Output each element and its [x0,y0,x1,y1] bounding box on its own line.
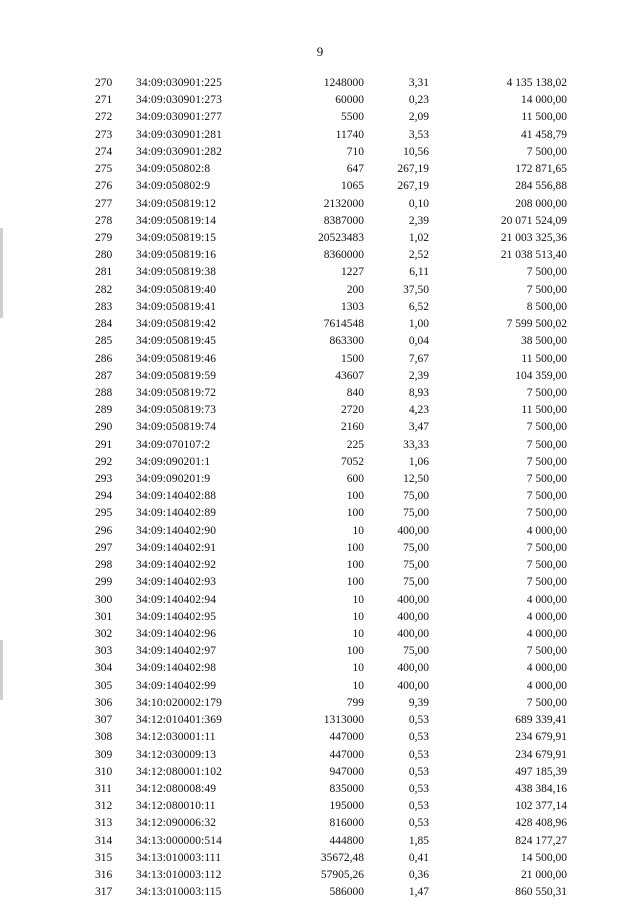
sum-value: 11 500,00 [521,404,567,417]
rate-value: 37,50 [403,283,429,296]
cadastral-number: 34:09:140402:95 [136,610,217,623]
area-value: 43607 [335,369,364,382]
cadastral-number: 34:13:010003:112 [136,869,222,882]
cadastral-number: 34:09:140402:90 [136,524,217,537]
sum-value: 7 500,00 [526,696,567,709]
rate-value: 1,00 [408,318,429,331]
area-value: 100 [346,645,364,658]
sum-value: 20 071 524,09 [500,214,567,227]
rate-value: 2,52 [408,249,429,262]
rate-value: 267,19 [397,163,429,176]
area-value: 1303 [341,300,364,313]
rate-value: 0,04 [408,335,429,348]
cadastral-number: 34:09:140402:99 [136,679,217,692]
area-value: 100 [346,541,364,554]
area-value: 2160 [341,421,364,434]
row-number: 307 [95,714,113,727]
rate-value: 400,00 [397,679,429,692]
row-number: 283 [95,300,113,313]
cadastral-number: 34:09:050819:42 [136,318,217,331]
area-value: 1248000 [323,77,364,89]
rate-value: 2,09 [408,111,429,124]
row-number: 273 [95,128,113,141]
rate-value: 1,47 [408,886,429,899]
table-row [0,643,640,660]
row-number: 282 [95,283,113,296]
rate-value: 0,41 [408,851,429,864]
rate-value: 2,39 [408,369,429,382]
cadastral-number: 34:09:030901:273 [136,94,222,107]
area-value: 799 [346,696,364,709]
table-row [0,144,640,161]
sum-value: 4 000,00 [526,524,567,537]
sum-value: 4 000,00 [526,593,567,606]
sum-value: 284 556,88 [515,180,567,193]
cadastral-number: 34:09:140402:92 [136,559,217,572]
rate-value: 0,53 [408,800,429,813]
rate-value: 0,10 [408,197,429,210]
area-value: 835000 [329,782,364,795]
table-row [0,161,640,178]
table-row [0,109,640,126]
sum-value: 7 500,00 [526,490,567,503]
row-number: 299 [95,576,113,589]
table-row [0,264,640,281]
sum-value: 4 000,00 [526,628,567,640]
row-number: 275 [95,163,113,176]
sum-value: 4 000,00 [526,662,567,675]
table-row [0,557,640,574]
area-value: 1227 [341,266,364,279]
row-number: 315 [95,851,113,864]
cadastral-number: 34:09:090201:1 [136,455,211,468]
cadastral-number: 34:09:050819:74 [136,421,217,434]
row-number: 301 [95,610,113,623]
table-row [0,712,640,729]
table-row [0,884,640,901]
table-row [0,850,640,867]
row-number: 317 [95,886,113,899]
row-number: 281 [95,266,113,279]
table-row [0,454,640,471]
area-value: 947000 [329,765,364,778]
rate-value: 75,00 [403,576,429,589]
table-row [0,282,640,299]
cadastral-number: 34:09:030901:225 [136,77,222,89]
sum-value: 4 000,00 [526,610,567,623]
sum-value: 7 500,00 [526,386,567,399]
row-number: 276 [95,180,113,193]
table-row [0,471,640,488]
table-row [0,333,640,350]
rate-value: 75,00 [403,645,429,658]
row-number: 279 [95,231,113,244]
rate-value: 400,00 [397,610,429,623]
row-number: 316 [95,869,113,882]
table-row [0,230,640,247]
sum-value: 8 500,00 [526,300,567,313]
sum-value: 7 500,00 [526,507,567,520]
row-number: 277 [95,197,113,210]
area-value: 444800 [329,834,364,847]
rate-value: 400,00 [397,524,429,537]
row-number: 278 [95,214,113,227]
row-number: 314 [95,834,113,847]
sum-value: 21 000,00 [521,869,567,882]
data-table [0,75,640,902]
cadastral-number: 34:09:050819:45 [136,335,217,348]
area-value: 10 [352,628,364,640]
table-row [0,729,640,746]
sum-value: 824 177,27 [515,834,567,847]
sum-value: 7 500,00 [526,145,567,158]
row-number: 298 [95,559,113,572]
row-number: 303 [95,645,113,658]
area-value: 11740 [335,128,364,141]
area-value: 10 [352,679,364,692]
sum-value: 428 408,96 [515,817,567,830]
rate-value: 2,39 [408,214,429,227]
rate-value: 1,02 [408,231,429,244]
cadastral-number: 34:09:050819:72 [136,386,217,399]
sum-value: 4 000,00 [526,679,567,692]
area-value: 10 [352,610,364,623]
sum-value: 438 384,16 [515,782,567,795]
sum-value: 7 500,00 [526,645,567,658]
rate-value: 0,53 [408,731,429,744]
cadastral-number: 34:13:010003:111 [136,851,222,864]
rate-value: 7,67 [408,352,429,365]
area-value: 100 [346,559,364,572]
cadastral-number: 34:09:140402:89 [136,507,217,520]
cadastral-number: 34:12:080001:102 [136,765,222,778]
row-number: 304 [95,662,113,675]
table-row [0,299,640,316]
rate-value: 400,00 [397,662,429,675]
area-value: 60000 [335,94,364,107]
row-number: 285 [95,335,113,348]
area-value: 840 [346,386,364,399]
area-value: 447000 [329,748,364,761]
sum-value: 208 000,00 [515,197,567,210]
cadastral-number: 34:09:140402:97 [136,645,217,658]
rate-value: 400,00 [397,628,429,640]
sum-value: 38 500,00 [521,335,567,348]
sum-value: 860 550,31 [515,886,567,899]
cadastral-number: 34:09:140402:93 [136,576,217,589]
area-value: 57905,26 [320,869,364,882]
sum-value: 14 000,00 [521,94,567,107]
table-row [0,385,640,402]
row-number: 286 [95,352,113,365]
row-number: 308 [95,731,113,744]
row-number: 284 [95,318,113,331]
cadastral-number: 34:09:050819:16 [136,249,217,262]
area-value: 586000 [329,886,364,899]
area-value: 10 [352,593,364,606]
rate-value: 0,23 [408,94,429,107]
row-number: 272 [95,111,113,124]
rate-value: 0,53 [408,765,429,778]
cadastral-number: 34:12:030009:13 [136,748,217,761]
area-value: 1065 [341,180,364,193]
row-number: 296 [95,524,113,537]
cadastral-number: 34:09:030901:282 [136,145,222,158]
row-number: 306 [95,696,113,709]
table-row [0,419,640,436]
area-value: 225 [346,438,364,451]
cadastral-number: 34:09:050819:38 [136,266,217,279]
row-number: 293 [95,473,113,486]
row-number: 289 [95,404,113,417]
area-value: 2720 [341,404,364,417]
rate-value: 0,53 [408,748,429,761]
row-number: 310 [95,765,113,778]
row-number: 280 [95,249,113,262]
table-row [0,798,640,815]
cadastral-number: 34:13:010003:115 [136,886,222,899]
rate-value: 0,53 [408,782,429,795]
cadastral-number: 34:09:030901:277 [136,111,222,124]
cadastral-number: 34:09:090201:9 [136,473,211,486]
rate-value: 400,00 [397,593,429,606]
cadastral-number: 34:09:050802:9 [136,180,211,193]
table-row [0,574,640,591]
row-number: 287 [95,369,113,382]
area-value: 1500 [341,352,364,365]
area-value: 816000 [329,817,364,830]
cadastral-number: 34:09:140402:96 [136,628,217,640]
rate-value: 3,47 [408,421,429,434]
cadastral-number: 34:09:070107:2 [136,438,211,451]
sum-value: 7 500,00 [526,266,567,279]
row-number: 270 [95,77,113,89]
table-row [0,764,640,781]
sum-value: 7 500,00 [526,559,567,572]
row-number: 288 [95,386,113,399]
area-value: 8360000 [323,249,364,262]
area-value: 863300 [329,335,364,348]
rate-value: 10,56 [403,145,429,158]
cadastral-number: 34:12:080008:49 [136,782,217,795]
row-number: 300 [95,593,113,606]
sum-value: 14 500,00 [521,851,567,864]
area-value: 10 [352,662,364,675]
area-value: 200 [346,283,364,296]
sum-value: 11 500,00 [521,111,567,124]
rate-value: 6,52 [408,300,429,313]
table-row [0,695,640,712]
rate-value: 3,53 [408,128,429,141]
table-row [0,781,640,798]
area-value: 2132000 [323,197,364,210]
cadastral-number: 34:09:050819:15 [136,231,217,244]
cadastral-number: 34:09:140402:88 [136,490,217,503]
cadastral-number: 34:09:050819:41 [136,300,217,313]
cadastral-number: 34:09:050819:40 [136,283,217,296]
cadastral-number: 34:09:050819:46 [136,352,217,365]
table-row [0,92,640,109]
sum-value: 7 500,00 [526,541,567,554]
cadastral-number: 34:10:020002:179 [136,696,222,709]
table-row [0,196,640,213]
table-row [0,316,640,333]
cadastral-number: 34:13:000000:514 [136,834,222,847]
sum-value: 497 185,39 [515,765,567,778]
table-row [0,75,640,92]
rate-value: 1,85 [408,834,429,847]
rate-value: 75,00 [403,541,429,554]
sum-value: 41 458,79 [521,128,567,141]
rate-value: 75,00 [403,490,429,503]
rate-value: 6,11 [409,266,429,279]
cadastral-number: 34:09:140402:94 [136,593,217,606]
table-row [0,815,640,832]
cadastral-number: 34:12:080010:11 [136,800,216,813]
area-value: 20523483 [318,231,364,244]
area-value: 1313000 [323,714,364,727]
row-number: 290 [95,421,113,434]
area-value: 100 [346,576,364,589]
row-number: 297 [95,541,113,554]
table-row [0,540,640,557]
cadastral-number: 34:12:010401:369 [136,714,222,727]
sum-value: 11 500,00 [521,352,567,365]
cadastral-number: 34:09:050819:14 [136,214,217,227]
cadastral-number: 34:09:030901:281 [136,128,222,141]
sum-value: 7 500,00 [526,283,567,296]
table-row [0,488,640,505]
rate-value: 1,06 [408,455,429,468]
area-value: 8387000 [323,214,364,227]
table-row [0,127,640,144]
table-row [0,247,640,264]
row-number: 313 [95,817,113,830]
row-number: 292 [95,455,113,468]
area-value: 5500 [341,111,364,124]
cadastral-number: 34:09:050819:12 [136,197,217,210]
area-value: 10 [352,524,364,537]
table-row [0,592,640,609]
rate-value: 75,00 [403,507,429,520]
table-row [0,213,640,230]
table-row [0,660,640,677]
table-row [0,609,640,626]
sum-value: 689 339,41 [515,714,567,727]
cadastral-number: 34:09:050819:59 [136,369,217,382]
rate-value: 33,33 [403,438,429,451]
sum-value: 234 679,91 [515,731,567,744]
page-number: 9 [316,44,324,59]
table-row [0,678,640,695]
sum-value: 104 359,00 [515,369,567,382]
area-value: 100 [346,507,364,520]
area-value: 447000 [329,731,364,744]
table-row [0,867,640,884]
area-value: 195000 [329,800,364,813]
rate-value: 8,93 [408,386,429,399]
row-number: 305 [95,679,113,692]
row-number: 312 [95,800,113,813]
sum-value: 102 377,14 [515,800,567,813]
row-number: 274 [95,145,113,158]
table-row [0,368,640,385]
area-value: 7614548 [323,318,364,331]
rate-value: 267,19 [397,180,429,193]
rate-value: 3,31 [408,77,429,89]
cadastral-number: 34:09:050819:73 [136,404,217,417]
rate-value: 0,53 [408,714,429,727]
table-row [0,402,640,419]
area-value: 600 [346,473,364,486]
sum-value: 21 038 513,40 [500,249,567,262]
area-value: 647 [346,163,364,176]
area-value: 7052 [341,455,364,468]
row-number: 294 [95,490,113,503]
row-number: 302 [95,628,113,640]
cadastral-number: 34:09:140402:91 [136,541,217,554]
table-row [0,505,640,522]
sum-value: 7 500,00 [526,421,567,434]
table-row [0,747,640,764]
cadastral-number: 34:09:140402:98 [136,662,217,675]
rate-value: 75,00 [403,559,429,572]
sum-value: 7 599 500,02 [506,318,567,331]
table-row [0,626,640,643]
sum-value: 4 135 138,02 [506,77,567,89]
table-row [0,351,640,368]
area-value: 100 [346,490,364,503]
rate-value: 9,39 [408,696,429,709]
area-value: 710 [346,145,364,158]
rate-value: 0,53 [408,817,429,830]
table-row [0,523,640,540]
table-row [0,437,640,454]
sum-value: 234 679,91 [515,748,567,761]
row-number: 311 [95,782,112,795]
sum-value: 7 500,00 [526,576,567,589]
sum-value: 7 500,00 [526,473,567,486]
table-row [0,833,640,850]
row-number: 271 [95,94,113,107]
area-value: 35672,48 [320,851,364,864]
table-row [0,178,640,195]
row-number: 291 [95,438,113,451]
sum-value: 7 500,00 [526,455,567,468]
sum-value: 21 003 325,36 [500,231,567,244]
rate-value: 12,50 [403,473,429,486]
rate-value: 0,36 [408,869,429,882]
cadastral-number: 34:09:050802:8 [136,163,211,176]
sum-value: 7 500,00 [526,438,567,451]
sum-value: 172 871,65 [515,163,567,176]
cadastral-number: 34:12:090006:32 [136,817,217,830]
row-number: 309 [95,748,113,761]
row-number: 295 [95,507,113,520]
rate-value: 4,23 [408,404,429,417]
cadastral-number: 34:12:030001:11 [136,731,216,744]
